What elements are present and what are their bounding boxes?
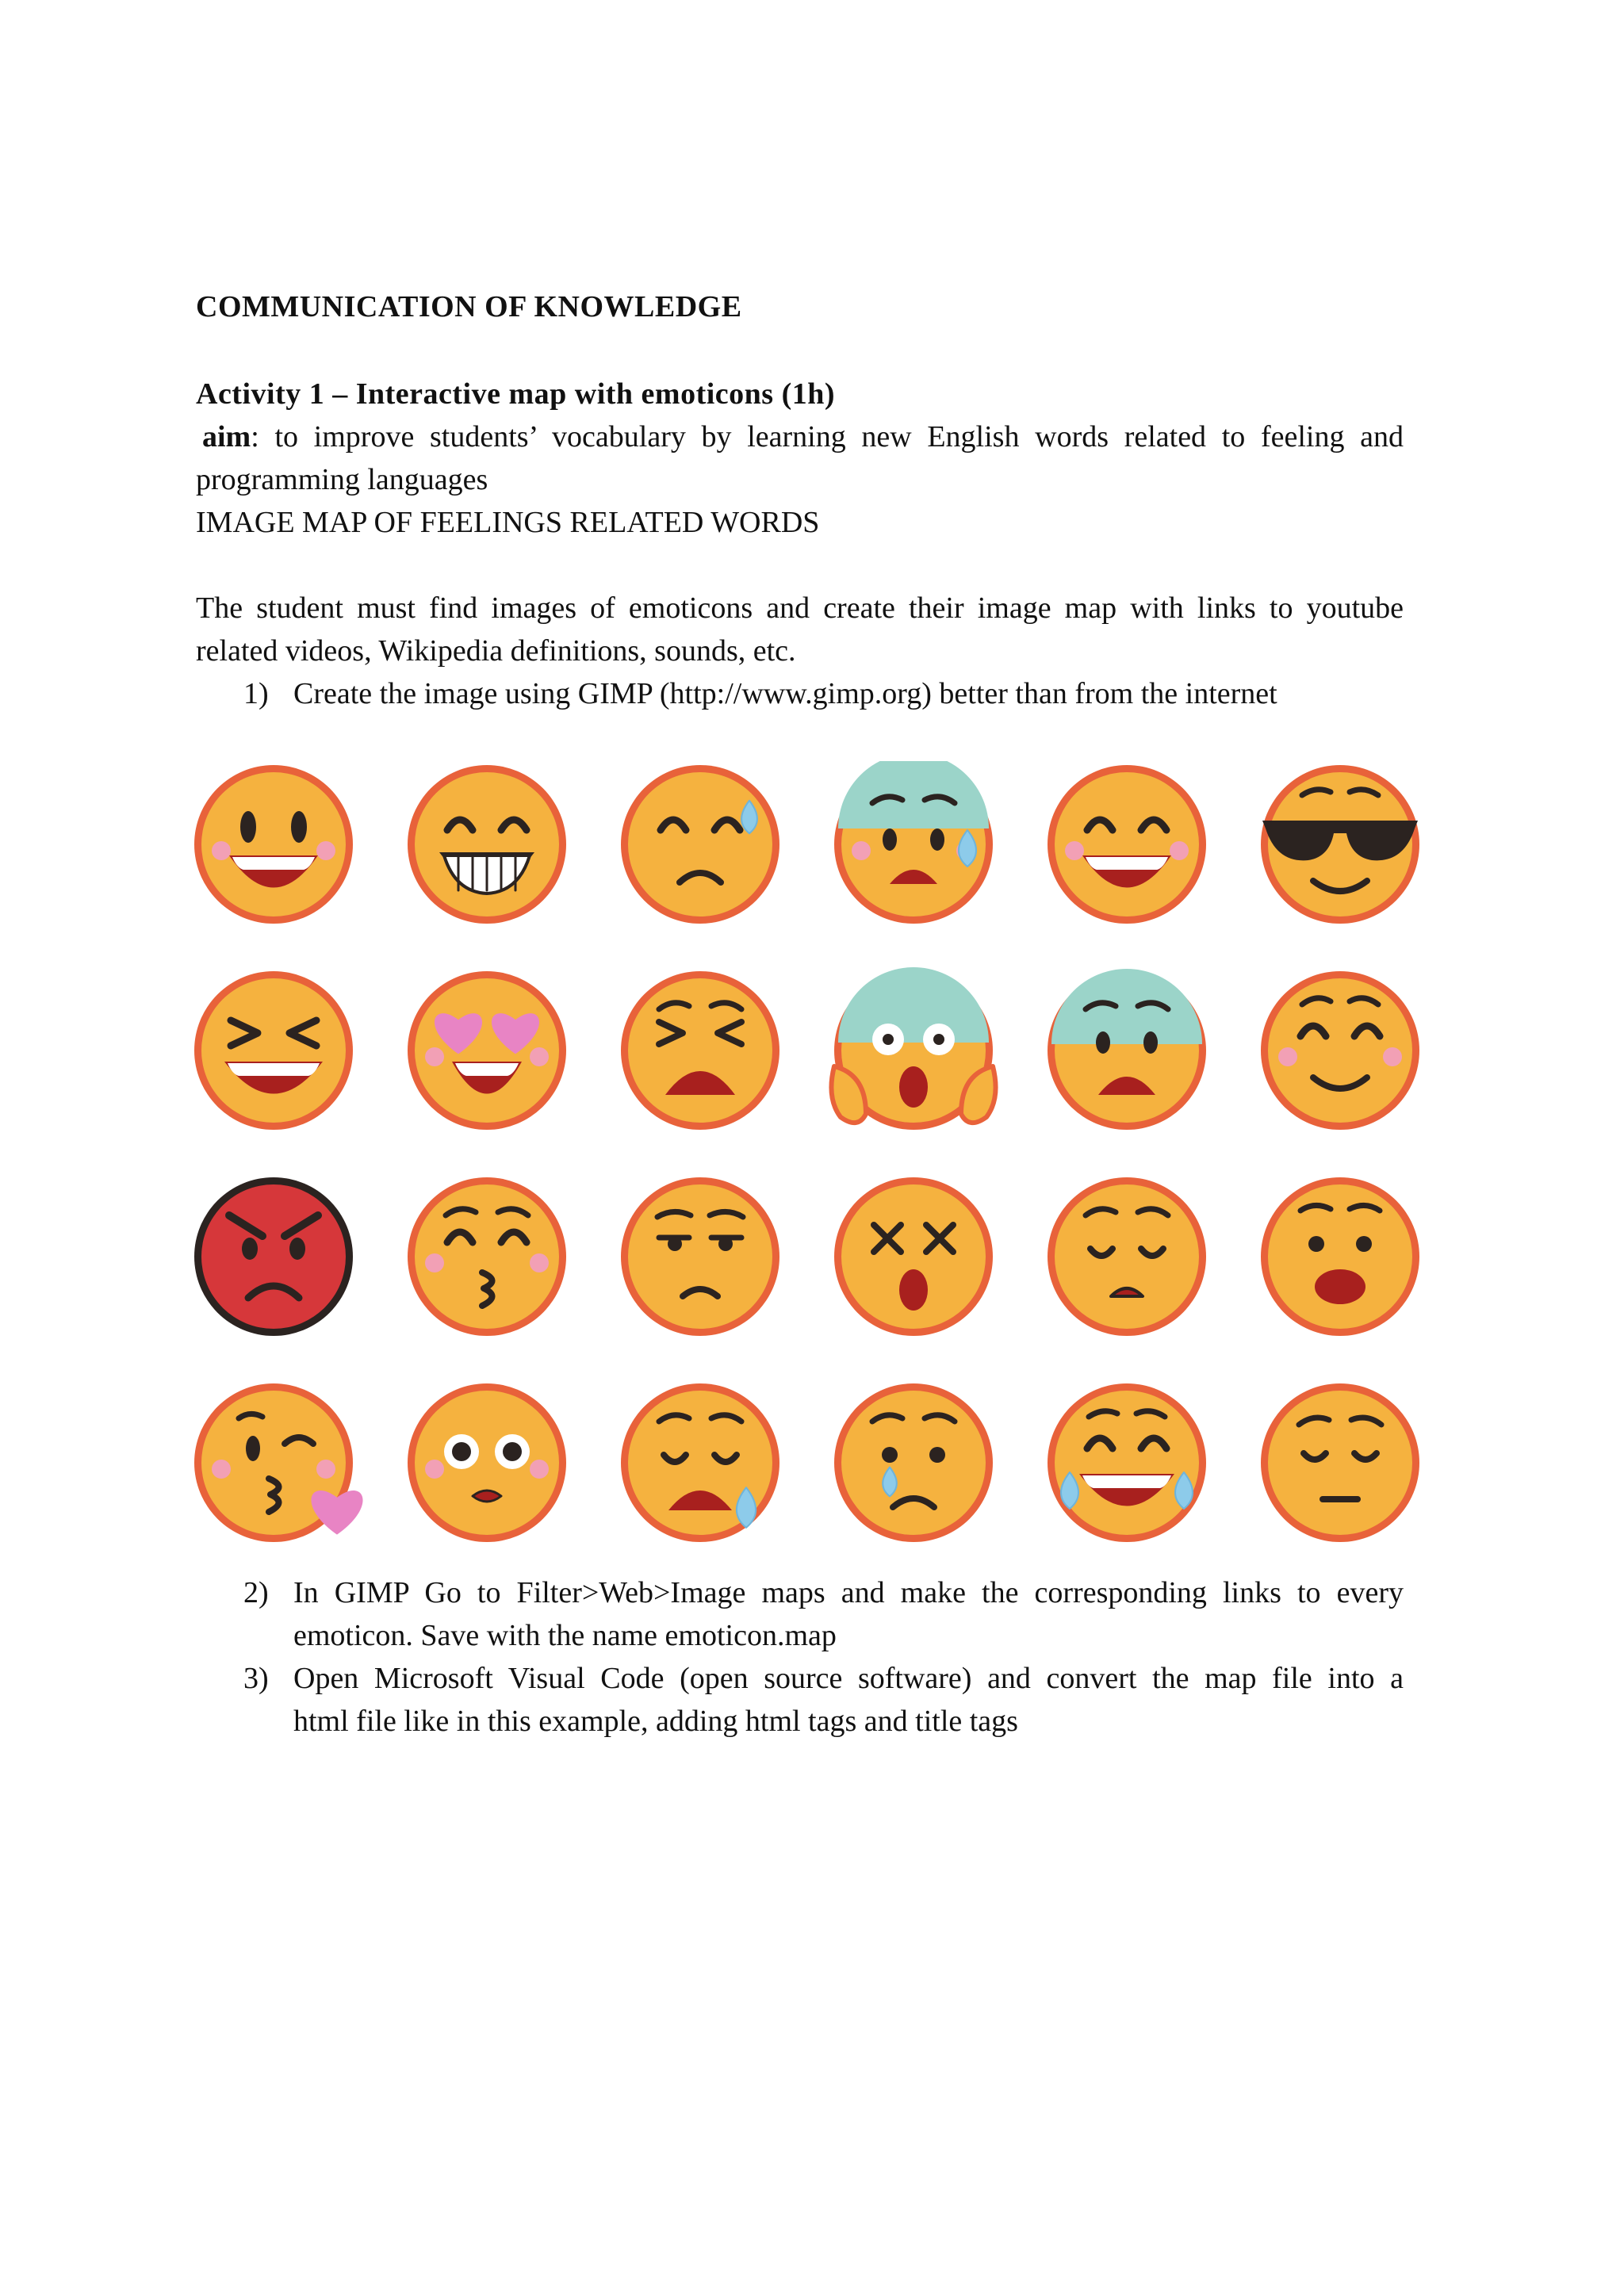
step-2-text <box>293 1571 1404 1657</box>
sad-tear-face-icon <box>621 1383 779 1542</box>
smiling-face-icon <box>1261 971 1419 1130</box>
aim-text: : to improve students’ vocabulary by learning new English words related to feeling and <box>251 420 1404 453</box>
sunglasses-face-icon <box>1261 765 1419 924</box>
step-3-text <box>293 1657 1404 1743</box>
step-3-line2: html file like in this example, adding html tags and title tags <box>293 1705 1018 1738</box>
aim-label: aim <box>202 420 251 453</box>
unamused-face-icon <box>621 1177 779 1336</box>
fearful-face-icon <box>1048 969 1206 1130</box>
intro-line1: The student must find images of emoticons and create their image map with links to youtube <box>196 591 1404 625</box>
grinning-face-icon <box>194 765 353 924</box>
aim-paragraph-line1 <box>202 415 1404 458</box>
step-3-number: 3) <box>243 1662 269 1695</box>
anxious-sweat-face-icon <box>834 761 993 924</box>
document-title: COMMUNICATION OF KNOWLEDGE <box>196 290 742 323</box>
wide-eyed-face-icon <box>408 1383 566 1542</box>
tears-of-joy-face-icon <box>1048 1383 1206 1542</box>
laughing-squint-face-icon <box>194 971 353 1130</box>
smiling-open-mouth-face-icon <box>1048 765 1206 924</box>
tired-face-icon <box>621 971 779 1130</box>
screaming-in-fear-face-icon <box>831 967 995 1130</box>
pensive-face-icon <box>1261 1383 1419 1542</box>
image-map-subheading: IMAGE MAP OF FEELINGS RELATED WORDS <box>196 506 820 539</box>
crying-face-icon <box>834 1383 993 1542</box>
aim-paragraph-line2: programming languages <box>196 463 488 496</box>
step-1-number: 1) <box>243 677 269 710</box>
kissing-heart-face-icon <box>194 1383 363 1542</box>
grinning-smiling-eyes-face-icon <box>408 765 566 924</box>
dizzy-face-icon <box>834 1177 993 1336</box>
sad-sweat-face-icon <box>621 765 779 924</box>
step-2-line1: In GIMP Go to Filter>Web>Image maps and make the corresponding links to every <box>293 1576 1404 1609</box>
emoticon-grid-image <box>190 761 1435 1554</box>
activity-heading: Activity 1 – Interactive map with emoticons (1h) <box>196 377 836 411</box>
astonished-face-icon <box>1261 1177 1419 1336</box>
step-1-text: Create the image using GIMP (http://www.gimp.org) better than from the internet <box>293 677 1277 710</box>
step-2-number: 2) <box>243 1576 269 1609</box>
step-2-line2: emoticon. Save with the name emoticon.map <box>293 1619 837 1652</box>
emoticon-grid-svg <box>190 761 1435 1554</box>
heart-eyes-face-icon <box>408 971 566 1130</box>
step-3-line1: Open Microsoft Visual Code (open source software) and convert the map file into a <box>293 1662 1404 1695</box>
kissing-smiling-eyes-face-icon <box>408 1177 566 1336</box>
intro-line2: related videos, Wikipedia definitions, sounds, etc. <box>196 634 796 668</box>
angry-face-icon <box>194 1177 353 1336</box>
disappointed-face-icon <box>1048 1177 1206 1336</box>
